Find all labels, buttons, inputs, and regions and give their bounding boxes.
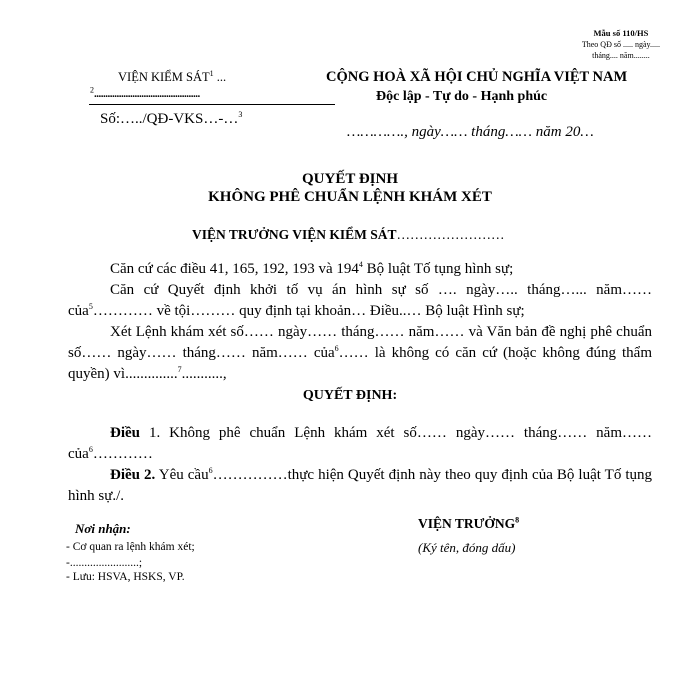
form-code-date: tháng.... năm........ bbox=[592, 51, 650, 60]
document-title: QUYẾT ĐỊNH bbox=[302, 171, 398, 187]
article-1: Điều 1. Không phê chuẩn Lệnh khám xét số…… ngày…… tháng…… năm…… của$^6$………… bbox=[68, 425, 652, 462]
decision-heading: QUYẾT ĐỊNH: bbox=[302, 388, 398, 403]
preamble bbox=[68, 259, 652, 385]
article-2: Điều 2. Yêu cầu$^6$……………thực hiện Quyết định này theo quy định của Bộ luật Tố tụng hình sự./. bbox=[68, 466, 653, 504]
place-date: …………., ngày…… tháng…… năm 20… bbox=[347, 124, 594, 140]
document-subtitle: KHÔNG PHÊ CHUẨN LỆNH KHÁM XÉT bbox=[208, 189, 492, 205]
recipient-item: - Cơ quan ra lệnh khám xét; bbox=[66, 541, 195, 553]
recipient-item: -........................; bbox=[66, 557, 143, 569]
national-title: CỘNG HOÀ XÃ HỘI CHỦ NGHĨA VIỆT NAM bbox=[326, 69, 628, 85]
recipient-item: - Lưu: HSVA, HSKS, VP. bbox=[66, 571, 185, 583]
national-motto: Độc lập - Tự do - Hạnh phúc bbox=[376, 89, 548, 104]
recipients-heading: Nơi nhận: bbox=[75, 521, 131, 536]
form-code-block bbox=[582, 28, 660, 61]
form-code-decision: Theo QĐ số ..... ngày..... bbox=[581, 40, 660, 49]
preamble-clause-1: Căn cứ các điều 41, 165, 192, 193 và $194^4$ Bộ luật Tố tụng hình sự; bbox=[110, 260, 514, 277]
agency-subline: $^2$............................................... bbox=[90, 85, 200, 100]
header-divider bbox=[89, 104, 335, 105]
agency-name: VIỆN KIỂM SÁT$^1$ ... bbox=[118, 68, 227, 84]
preamble-clause-3: Xét Lệnh khám xét số…… ngày…… tháng…… năm…… và Văn bản đề nghị phê chuẩn số…… ngày…… tháng…… năm…… của$^6$…… là không có căn cứ (hoặc không đúng thẩm quyền) vì..............$^7$..........., bbox=[68, 324, 653, 382]
issuer-line: VIỆN TRƯỞNG VIỆN KIỂM SÁT…………………… bbox=[192, 227, 505, 242]
form-code: Mẫu số 110/HS bbox=[593, 28, 649, 38]
articles bbox=[68, 423, 652, 507]
document-number: Số:…../QĐ-VKS…-…$^3$ bbox=[100, 110, 243, 127]
signature-title: VIỆN TRƯỞNG$^8$ bbox=[418, 515, 520, 531]
signature-note: (Ký tên, đóng dấu) bbox=[418, 540, 516, 555]
preamble-clause-2: Căn cứ Quyết định khởi tố vụ án hình sự số …. ngày….. tháng…... năm…… của$^5$………… về tội……… quy định tại khoản… Điều..… Bộ luật Hình sự; bbox=[68, 282, 652, 319]
